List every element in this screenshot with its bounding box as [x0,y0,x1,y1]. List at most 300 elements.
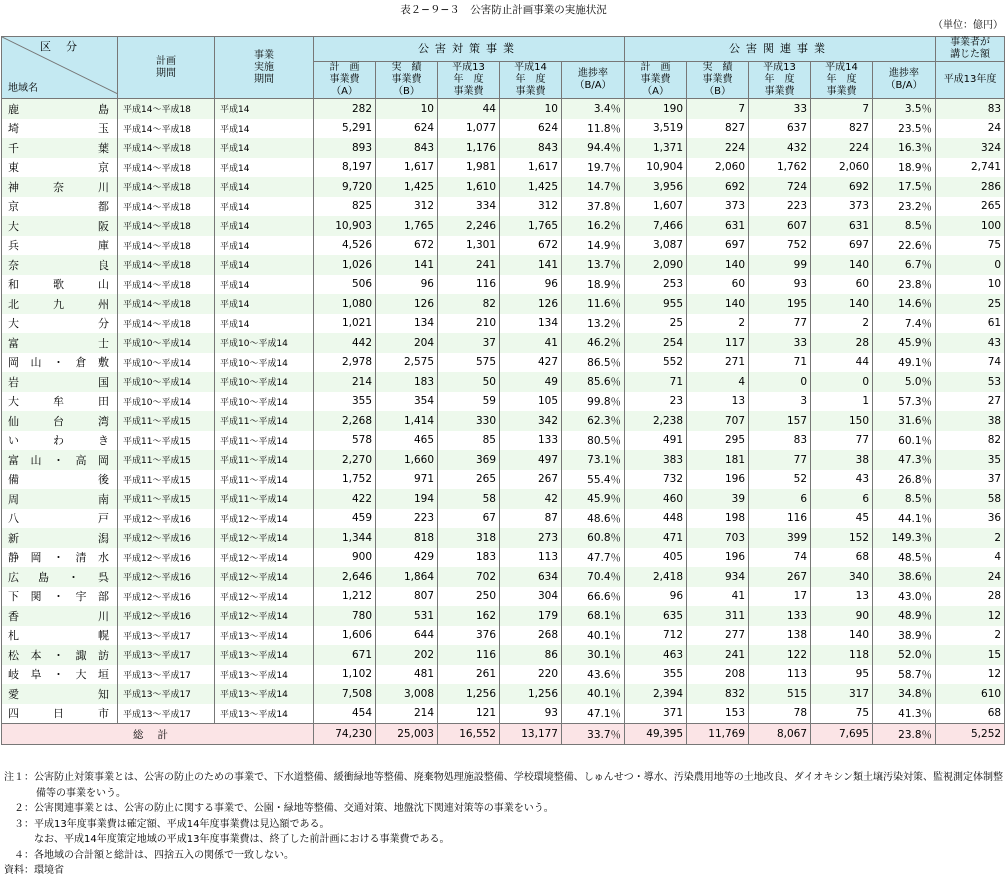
exec-period-cell: 平成11〜平成14 [215,470,314,490]
note-line: 注１：公害防止対策事業とは、公害の防止のための事業で、下水道整備、緩衝緑地等整備、廃棄物処理施設整備、学校環境整備、しゅんせつ・導水、汚染農用地等の土地改良、ダイオキシン類土壌汚染対策、監視測定体制整備等の事業をいう。 [4,772,1003,799]
taisaku-plan-cell: 1,080 [314,294,376,314]
region-name-cell: 松本・諏訪 [2,645,118,665]
kanren-plan-cell: 460 [625,489,687,509]
taisaku-rate-cell: 13.7％ [562,255,625,275]
taisaku-rate-cell: 68.1％ [562,606,625,626]
region-name-cell: 千葉 [2,138,118,158]
taisaku-actual-cell: 126 [376,294,438,314]
exec-period-header: 事業 実施 期間 [215,37,314,99]
table-title: 表２−９−３ 公害防止計画事業の実施状況 [400,4,607,16]
taisaku-h13-cell: 1,176 [438,138,500,158]
table-row [2,158,1005,178]
taisaku-rate-cell: 19.7％ [562,158,625,178]
kanren-h14-cell: 44 [811,353,873,373]
notes [4,770,1004,879]
kanren-rate-cell: 17.5％ [873,177,936,197]
kanren-h13-cell: 752 [749,236,811,256]
taisaku-h13-cell: 1,981 [438,158,500,178]
kanren-h14-cell: 77 [811,431,873,451]
table-row [2,314,1005,334]
kanren-plan-cell: 2,238 [625,411,687,431]
taisaku-actual-cell: 183 [376,372,438,392]
taisaku-group-header: 公害対策事業 [314,37,625,62]
exec-period-cell: 平成12〜平成14 [215,509,314,529]
kanren-plan-cell: 71 [625,372,687,392]
table-row [2,548,1005,568]
kanren-actual-cell: 7 [687,99,749,119]
region-name-cell: 奈良 [2,255,118,275]
kanren-h13-cell: 93 [749,275,811,295]
taisaku-h13-cell: 334 [438,197,500,217]
table-row [2,138,1005,158]
taisaku-h14-cell: 312 [500,197,562,217]
exec-period-cell: 平成11〜平成14 [215,450,314,470]
kanren-plan-cell: 25 [625,314,687,334]
exec-period-cell: 平成14 [215,119,314,139]
plan-period-cell: 平成13〜平成17 [118,684,215,704]
region-name-cell: 備後 [2,470,118,490]
taisaku-h14-cell: 133 [500,431,562,451]
kanren-rate-total-cell: 23.8％ [873,724,936,745]
taisaku-h13-cell: 376 [438,626,500,646]
taisaku-actual-cell: 1,414 [376,411,438,431]
kanren-plan-cell: 23 [625,392,687,412]
taisaku-h14-cell: 342 [500,411,562,431]
taisaku-actual-cell: 3,008 [376,684,438,704]
kanren-rate-cell: 45.9％ [873,333,936,353]
kanren-h13-cell: 77 [749,450,811,470]
table-row [2,236,1005,256]
taisaku-rate-cell: 62.3％ [562,411,625,431]
exec-period-cell: 平成12〜平成14 [215,528,314,548]
kanren-h14-cell: 2 [811,314,873,334]
taisaku-plan-cell: 2,270 [314,450,376,470]
taisaku-plan-cell: 10,903 [314,216,376,236]
jigyosha-h13-cell: 4 [936,548,1005,568]
region-name-cell: 東京 [2,158,118,178]
taisaku-rate-cell: 85.6％ [562,372,625,392]
taisaku-plan-cell: 4,526 [314,236,376,256]
taisaku-actual-cell: 481 [376,665,438,685]
kanren-rate-cell: 26.8％ [873,470,936,490]
kanren-h14-cell: 90 [811,606,873,626]
taisaku-actual-cell: 1,765 [376,216,438,236]
kanren-rate-cell: 49.1％ [873,353,936,373]
taisaku-actual-cell: 214 [376,704,438,724]
note-line: ３：平成13年度事業費は確定額、平成14年度事業費は見込額である。 [4,818,330,830]
region-name-cell: いわき [2,431,118,451]
note-line: ４：各地域の合計額と総計は、四捨五入の関係で一致しない。 [4,849,294,861]
note-line: 資料：環境省 [4,865,64,876]
kanren-plan-cell: 253 [625,275,687,295]
taisaku-h13-cell: 59 [438,392,500,412]
jigyosha-h13-cell: 15 [936,645,1005,665]
table-row [2,353,1005,373]
region-name-cell: 静岡・清水 [2,548,118,568]
table-row [2,704,1005,724]
kanren-rate-cell: 18.9％ [873,158,936,178]
region-name-cell: 大阪 [2,216,118,236]
kanren-h14-cell: 692 [811,177,873,197]
kanren-rate-cell: 60.1％ [873,431,936,451]
jigyosha-h13-cell: 53 [936,372,1005,392]
plan-period-cell: 平成13〜平成17 [118,704,215,724]
kanren-h13-cell: 195 [749,294,811,314]
data-table [1,36,1005,745]
taisaku-h13-cell: 162 [438,606,500,626]
total-row [2,724,1005,745]
kanren-h14-cell: 827 [811,119,873,139]
taisaku-actual-cell: 531 [376,606,438,626]
kanren-actual-cell: 277 [687,626,749,646]
taisaku-plan-cell: 9,720 [314,177,376,197]
taisaku-plan-cell: 1,102 [314,665,376,685]
taisaku-h14-cell: 96 [500,275,562,295]
kanren-h14-cell: 68 [811,548,873,568]
taisaku-h14-cell: 126 [500,294,562,314]
kanren-rate-cell: 48.9％ [873,606,936,626]
kanren-h14-cell: 140 [811,294,873,314]
table-row [2,645,1005,665]
taisaku-rate-cell: 14.7％ [562,177,625,197]
taisaku-actual-cell: 465 [376,431,438,451]
kanren-plan-cell: 3,087 [625,236,687,256]
kanren-h14-cell: 7 [811,99,873,119]
taisaku-rate-cell: 40.1％ [562,684,625,704]
table-row [2,567,1005,587]
region-name-cell: 四日市 [2,704,118,724]
taisaku-h13-cell: 330 [438,411,500,431]
jigyosha-year-header: 平成13年度 [936,62,1005,99]
kanren-actual-cell: 934 [687,567,749,587]
kanren-rate-cell: 3.5％ [873,99,936,119]
exec-period-cell: 平成12〜平成14 [215,606,314,626]
region-header-top: 区 分 [40,40,79,53]
kanren-plan-cell: 383 [625,450,687,470]
kanren-rate-cell: 57.3％ [873,392,936,412]
plan-period-cell: 平成14〜平成18 [118,216,215,236]
plan-period-cell: 平成12〜平成16 [118,509,215,529]
kanren-h14-total-cell: 7,695 [811,724,873,745]
kanren-h13-cell: 399 [749,528,811,548]
kanren-h14-cell: 75 [811,704,873,724]
taisaku-actual-cell: 624 [376,119,438,139]
kanren-h13-cell: 157 [749,411,811,431]
plan-period-cell: 平成12〜平成16 [118,567,215,587]
plan-period-cell: 平成14〜平成18 [118,197,215,217]
jigyosha-h13-cell: 286 [936,177,1005,197]
taisaku-rate-cell: 11.6％ [562,294,625,314]
exec-period-cell: 平成12〜平成14 [215,567,314,587]
region-name-cell: 香川 [2,606,118,626]
kanren-rate-cell: 8.5％ [873,216,936,236]
taisaku-rate-cell: 14.9％ [562,236,625,256]
table-row [2,509,1005,529]
kanren-plan-cell: 2,090 [625,255,687,275]
jigyosha-h13-cell: 36 [936,509,1005,529]
kanren-h14-cell: 1 [811,392,873,412]
kanren-plan-cell: 254 [625,333,687,353]
taisaku-h14-cell: 1,256 [500,684,562,704]
taisaku-h14-cell: 134 [500,314,562,334]
kanren-h13-total-cell: 8,067 [749,724,811,745]
table-row [2,470,1005,490]
table-row [2,489,1005,509]
jigyosha-h13-cell: 12 [936,665,1005,685]
jigyosha-h13-cell: 265 [936,197,1005,217]
taisaku-plan-cell: 442 [314,333,376,353]
taisaku-plan-cell: 1,021 [314,314,376,334]
plan-period-cell: 平成14〜平成18 [118,236,215,256]
kanren-h13-header: 平成13 年 度 事業費 [749,62,811,99]
kanren-plan-cell: 2,394 [625,684,687,704]
taisaku-h13-cell: 318 [438,528,500,548]
plan-period-cell: 平成14〜平成18 [118,158,215,178]
exec-period-cell: 平成14 [215,255,314,275]
taisaku-plan-cell: 671 [314,645,376,665]
taisaku-h14-cell: 1,425 [500,177,562,197]
taisaku-actual-cell: 134 [376,314,438,334]
kanren-plan-cell: 712 [625,626,687,646]
taisaku-h14-cell: 672 [500,236,562,256]
taisaku-plan-header: 計 画 事業費 （A） [314,62,376,99]
jigyosha-h13-cell: 610 [936,684,1005,704]
table-row [2,431,1005,451]
kanren-h14-cell: 2,060 [811,158,873,178]
taisaku-rate-cell: 3.4％ [562,99,625,119]
kanren-h13-cell: 432 [749,138,811,158]
region-name-cell: 和歌山 [2,275,118,295]
kanren-plan-cell: 635 [625,606,687,626]
taisaku-actual-cell: 1,425 [376,177,438,197]
taisaku-h13-cell: 210 [438,314,500,334]
kanren-actual-cell: 181 [687,450,749,470]
taisaku-rate-cell: 46.2％ [562,333,625,353]
table-row [2,177,1005,197]
plan-period-cell: 平成11〜平成15 [118,431,215,451]
exec-period-cell: 平成10〜平成14 [215,333,314,353]
jigyosha-h13-cell: 35 [936,450,1005,470]
kanren-plan-total-cell: 49,395 [625,724,687,745]
jigyosha-h13-cell: 61 [936,314,1005,334]
taisaku-h13-cell: 116 [438,645,500,665]
kanren-h13-cell: 138 [749,626,811,646]
kanren-plan-cell: 190 [625,99,687,119]
taisaku-actual-cell: 223 [376,509,438,529]
plan-period-cell: 平成12〜平成16 [118,548,215,568]
table-row [2,450,1005,470]
taisaku-h13-cell: 67 [438,509,500,529]
kanren-h13-cell: 17 [749,587,811,607]
kanren-plan-cell: 3,956 [625,177,687,197]
kanren-actual-cell: 241 [687,645,749,665]
taisaku-h14-cell: 267 [500,470,562,490]
jigyosha-h13-cell: 82 [936,431,1005,451]
exec-period-cell: 平成14 [215,197,314,217]
jigyosha-h13-cell: 58 [936,489,1005,509]
kanren-h14-cell: 0 [811,372,873,392]
kanren-plan-cell: 1,371 [625,138,687,158]
kanren-rate-cell: 23.8％ [873,275,936,295]
kanren-h14-cell: 60 [811,275,873,295]
taisaku-h13-cell: 265 [438,470,500,490]
kanren-plan-cell: 463 [625,645,687,665]
kanren-h13-cell: 33 [749,333,811,353]
kanren-h14-cell: 95 [811,665,873,685]
kanren-h13-cell: 52 [749,470,811,490]
kanren-actual-cell: 196 [687,548,749,568]
kanren-actual-cell: 196 [687,470,749,490]
taisaku-h14-cell: 624 [500,119,562,139]
taisaku-rate-total-cell: 33.7％ [562,724,625,745]
kanren-actual-cell: 4 [687,372,749,392]
taisaku-h14-header: 平成14 年 度 事業費 [500,62,562,99]
table-row [2,333,1005,353]
taisaku-h13-cell: 183 [438,548,500,568]
exec-period-cell: 平成13〜平成14 [215,704,314,724]
jigyosha-h13-cell: 24 [936,119,1005,139]
taisaku-rate-cell: 30.1％ [562,645,625,665]
plan-period-cell: 平成10〜平成14 [118,353,215,373]
taisaku-actual-cell: 312 [376,197,438,217]
taisaku-h14-cell: 113 [500,548,562,568]
taisaku-plan-cell: 2,646 [314,567,376,587]
jigyosha-header: 事業者が 講じた額 [936,37,1005,62]
taisaku-rate-cell: 47.1％ [562,704,625,724]
exec-period-cell: 平成11〜平成14 [215,411,314,431]
kanren-actual-cell: 153 [687,704,749,724]
taisaku-actual-cell: 1,617 [376,158,438,178]
region-name-cell: 周南 [2,489,118,509]
exec-period-cell: 平成14 [215,158,314,178]
jigyosha-h13-cell: 28 [936,587,1005,607]
kanren-actual-cell: 271 [687,353,749,373]
region-name-cell: 岩国 [2,372,118,392]
taisaku-h14-cell: 93 [500,704,562,724]
table-row [2,275,1005,295]
kanren-h14-cell: 697 [811,236,873,256]
plan-period-cell: 平成14〜平成18 [118,255,215,275]
taisaku-h13-cell: 37 [438,333,500,353]
kanren-rate-cell: 23.5％ [873,119,936,139]
plan-period-cell: 平成11〜平成15 [118,470,215,490]
taisaku-rate-cell: 60.8％ [562,528,625,548]
kanren-rate-cell: 31.6％ [873,411,936,431]
taisaku-rate-cell: 70.4％ [562,567,625,587]
kanren-actual-header: 実 績 事業費 （B） [687,62,749,99]
jigyosha-h13-cell: 38 [936,411,1005,431]
jigyosha-h13-cell: 10 [936,275,1005,295]
kanren-h13-cell: 6 [749,489,811,509]
jigyosha-h13-cell: 83 [936,99,1005,119]
exec-period-cell: 平成14 [215,216,314,236]
kanren-actual-cell: 697 [687,236,749,256]
kanren-rate-cell: 43.0％ [873,587,936,607]
taisaku-rate-cell: 73.1％ [562,450,625,470]
kanren-actual-cell: 13 [687,392,749,412]
taisaku-h14-cell: 179 [500,606,562,626]
kanren-h13-cell: 113 [749,665,811,685]
kanren-h14-cell: 28 [811,333,873,353]
taisaku-actual-cell: 354 [376,392,438,412]
jigyosha-h13-cell: 12 [936,606,1005,626]
kanren-h14-cell: 631 [811,216,873,236]
plan-period-cell: 平成14〜平成18 [118,294,215,314]
kanren-h14-header: 平成14 年 度 事業費 [811,62,873,99]
taisaku-h14-total-cell: 13,177 [500,724,562,745]
kanren-actual-cell: 140 [687,255,749,275]
kanren-rate-cell: 6.7％ [873,255,936,275]
kanren-rate-header: 進捗率 （B/A） [873,62,936,99]
exec-period-cell: 平成10〜平成14 [215,372,314,392]
table-row [2,216,1005,236]
region-name-cell: 愛知 [2,684,118,704]
taisaku-plan-cell: 1,606 [314,626,376,646]
kanren-h14-cell: 317 [811,684,873,704]
jigyosha-h13-total-cell: 5,252 [936,724,1005,745]
taisaku-plan-cell: 506 [314,275,376,295]
taisaku-h13-cell: 702 [438,567,500,587]
plan-period-cell: 平成14〜平成18 [118,99,215,119]
kanren-rate-cell: 14.6％ [873,294,936,314]
kanren-h13-cell: 74 [749,548,811,568]
region-name-cell: 広島・呉 [2,567,118,587]
jigyosha-h13-cell: 2 [936,528,1005,548]
taisaku-h14-cell: 843 [500,138,562,158]
taisaku-plan-cell: 282 [314,99,376,119]
plan-period-cell: 平成12〜平成16 [118,587,215,607]
plan-period-cell: 平成14〜平成18 [118,314,215,334]
taisaku-h13-cell: 261 [438,665,500,685]
kanren-actual-cell: 41 [687,587,749,607]
taisaku-actual-cell: 10 [376,99,438,119]
kanren-actual-cell: 631 [687,216,749,236]
kanren-rate-cell: 38.6％ [873,567,936,587]
plan-period-cell: 平成13〜平成17 [118,665,215,685]
kanren-plan-cell: 3,519 [625,119,687,139]
taisaku-plan-cell: 5,291 [314,119,376,139]
exec-period-cell: 平成14 [215,314,314,334]
kanren-h13-cell: 116 [749,509,811,529]
kanren-h13-cell: 515 [749,684,811,704]
table-row [2,587,1005,607]
region-name-cell: 大分 [2,314,118,334]
taisaku-rate-cell: 55.4％ [562,470,625,490]
taisaku-rate-cell: 18.9％ [562,275,625,295]
taisaku-h14-cell: 86 [500,645,562,665]
plan-period-cell: 平成10〜平成14 [118,372,215,392]
taisaku-plan-cell: 825 [314,197,376,217]
taisaku-h14-cell: 87 [500,509,562,529]
taisaku-h13-cell: 1,301 [438,236,500,256]
taisaku-rate-cell: 94.4％ [562,138,625,158]
taisaku-actual-cell: 96 [376,275,438,295]
taisaku-actual-cell: 1,660 [376,450,438,470]
taisaku-h14-cell: 268 [500,626,562,646]
taisaku-plan-cell: 1,212 [314,587,376,607]
taisaku-h13-cell: 85 [438,431,500,451]
kanren-h13-cell: 607 [749,216,811,236]
taisaku-h13-cell: 1,610 [438,177,500,197]
region-name-cell: 岡山・倉敷 [2,353,118,373]
exec-period-cell: 平成13〜平成14 [215,665,314,685]
taisaku-h13-cell: 116 [438,275,500,295]
jigyosha-h13-cell: 100 [936,216,1005,236]
taisaku-actual-cell: 141 [376,255,438,275]
region-name-cell: 京都 [2,197,118,217]
plan-period-cell: 平成14〜平成18 [118,138,215,158]
kanren-plan-cell: 96 [625,587,687,607]
